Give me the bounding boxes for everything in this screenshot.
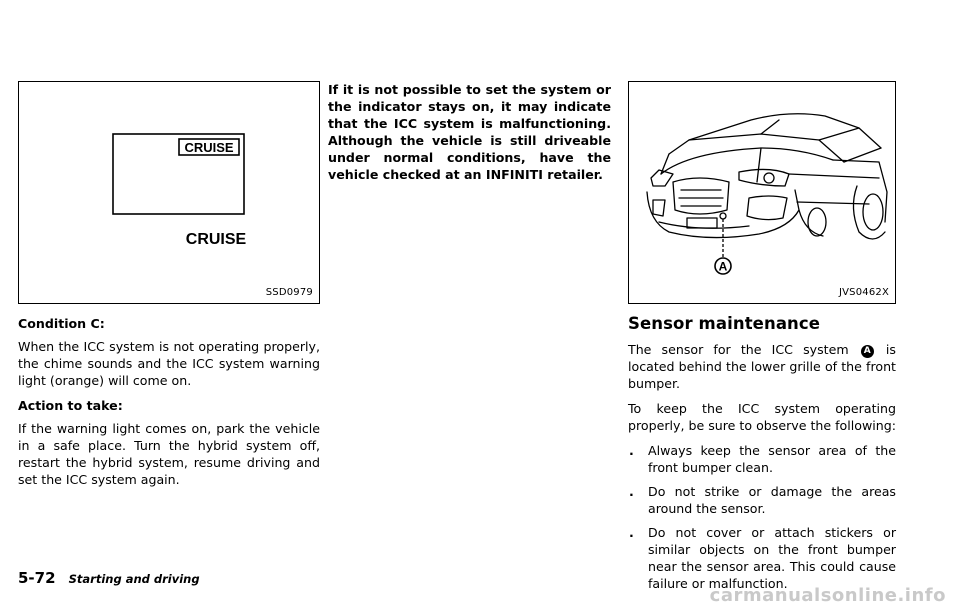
sensor-marker-icon: A [861, 345, 874, 358]
list-item-text: Always keep the sensor area of the front bumper clean. [648, 443, 896, 475]
bullet-icon: . [629, 525, 634, 540]
figure-car-sensor [628, 81, 896, 304]
figure-cruise-indicator [18, 81, 320, 304]
malfunction-paragraph: If it is not possible to set the system or the indicator stays on, it may indicate that the ICC system is malfunctioning. Although the vehicle is still driveable under normal conditions, have the vehicle checked at an INFINITI retailer. [328, 82, 611, 182]
bullet-icon: . [629, 443, 634, 458]
bullet-icon: . [629, 484, 634, 499]
cruise-indicator-label: CRUISE [184, 140, 234, 155]
sensor-location-paragraph [628, 341, 896, 392]
list-item [628, 442, 896, 476]
list-item-text: Do not cover or attach stickers or similar objects on the front bumper near the sensor area. This could cause failure or malfunction. [648, 525, 896, 591]
list-item [628, 483, 896, 517]
action-body: If the warning light comes on, park the vehicle in a safe place. Turn the hybrid system off, restart the hybrid system, resume driving and set the ICC system again. [18, 421, 320, 487]
page-number: 5-72 [18, 569, 56, 587]
left-column [18, 315, 320, 496]
watermark: carmanualsonline.info [709, 585, 946, 606]
cruise-large-label: CRUISE [185, 231, 247, 248]
callout-label: A [718, 259, 728, 274]
section-title: Starting and driving [68, 572, 200, 586]
observe-paragraph: To keep the ICC system operating properly, be sure to observe the following: [628, 401, 896, 433]
cruise-indicator-illustration [19, 82, 319, 303]
sensor-location-text-1: The sensor for the ICC system [628, 342, 849, 357]
list-item [628, 524, 896, 592]
right-column [628, 315, 896, 599]
condition-heading: Condition C: [18, 316, 105, 331]
sensor-location-text-2: is located behind the lower grille of the front bumper. [628, 342, 896, 391]
car-front-illustration [629, 82, 895, 303]
list-item-text: Do not strike or damage the areas around the sensor. [648, 484, 896, 516]
figure-code: JVS0462X [838, 287, 889, 298]
middle-column [328, 81, 611, 191]
page-footer [18, 568, 200, 587]
figure-code: SSD0979 [265, 287, 313, 298]
section-heading: Sensor maintenance [628, 314, 821, 333]
car-outline [647, 114, 887, 239]
action-heading: Action to take: [18, 398, 123, 413]
condition-body: When the ICC system is not operating properly, the chime sounds and the ICC system warning light (orange) will come on. [18, 339, 320, 388]
